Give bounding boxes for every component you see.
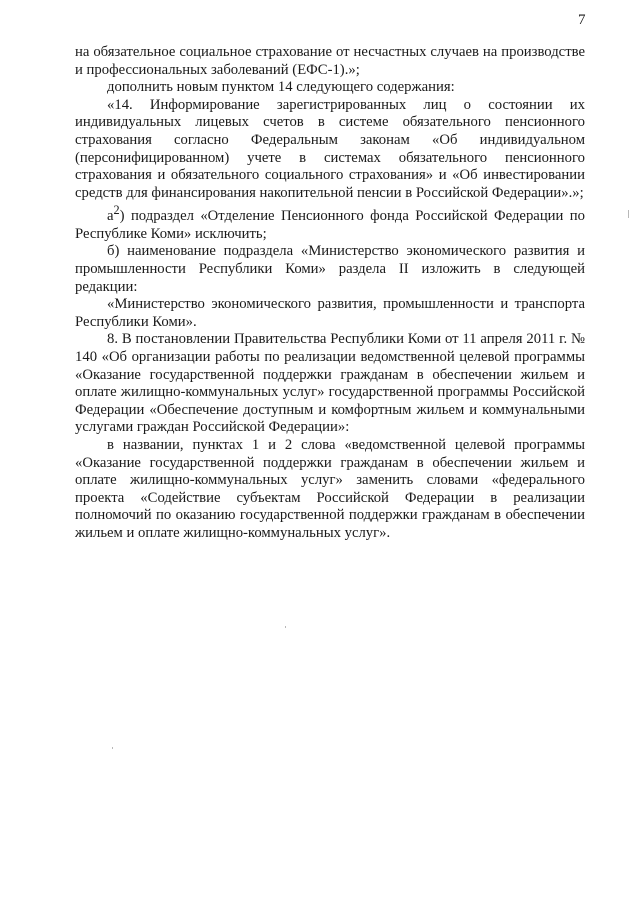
paragraph-item-14-text: «14. Информирование зарегистрированных лиц о состоянии их индивидуальных лицевых счетов в системе обязательного пенсионного страхования согласно Федеральным законам «Об индивидуальном (персонифицированном) учете в системах обязательного пенсионного страхования и обязательного социального страхования» и «Об инвестировании средств для финансирования накопительной пенсии в Российской Федерации».»; xyxy=(75,96,585,201)
paragraph-item-8-resolution: 8. В постановлении Правительства Республики Коми от 11 апреля 2011 г. № 140 «Об организации работы по реализации ведомственной целевой программы «Оказание государственной поддержки гражданам в обеспечении жильем и оплате жилищно-коммунальных услуг» государственной программы Российской Федерации «Обеспечение доступным и комфортным жильем и коммунальными услугами граждан Российской Федерации»: xyxy=(75,331,585,436)
paragraph-add-item-14: дополнить новым пунктом 14 следующего содержания: xyxy=(107,79,455,96)
paragraph-b-rename-subsection: б) наименование подраздела «Министерство экономического развития и промышленности Республики Коми» раздела II изложить в следующей редакции: xyxy=(75,243,585,295)
paragraph-a2-prefix: а xyxy=(107,208,114,225)
paragraph-efs-continuation: на обязательное социальное страхование от несчастных случаев на производстве и профессиональных заболеваний (ЕФС-1).»; xyxy=(75,44,585,78)
scan-speck xyxy=(112,747,113,749)
paragraph-a2-superscript: 2 xyxy=(113,203,120,218)
paragraph-a2-exclude-subsection xyxy=(75,202,585,243)
paragraph-a2-text: ) подраздел «Отделение Пенсионного фонда Российской Федерации по Республике Коми» исключить; xyxy=(75,208,585,242)
page-number: 7 xyxy=(578,12,586,28)
scan-speck xyxy=(628,210,629,218)
scan-speck xyxy=(285,626,286,628)
paragraph-item-8-replacement: в названии, пунктах 1 и 2 слова «ведомственной целевой программы «Оказание государственной поддержки гражданам в обеспечении жильем и оплате жилищно-коммунальных услуг» заменить словами «федерального проекта «Содействие субъектам Российской Федерации в реализации полномочий по оказанию государственной поддержки гражданам в обеспечении жильем и оплате жилищно-коммунальных услуг». xyxy=(75,436,585,541)
document-body xyxy=(75,44,585,543)
paragraph-ministry-new-name: «Министерство экономического развития, промышленности и транспорта Республики Коми». xyxy=(75,296,585,330)
